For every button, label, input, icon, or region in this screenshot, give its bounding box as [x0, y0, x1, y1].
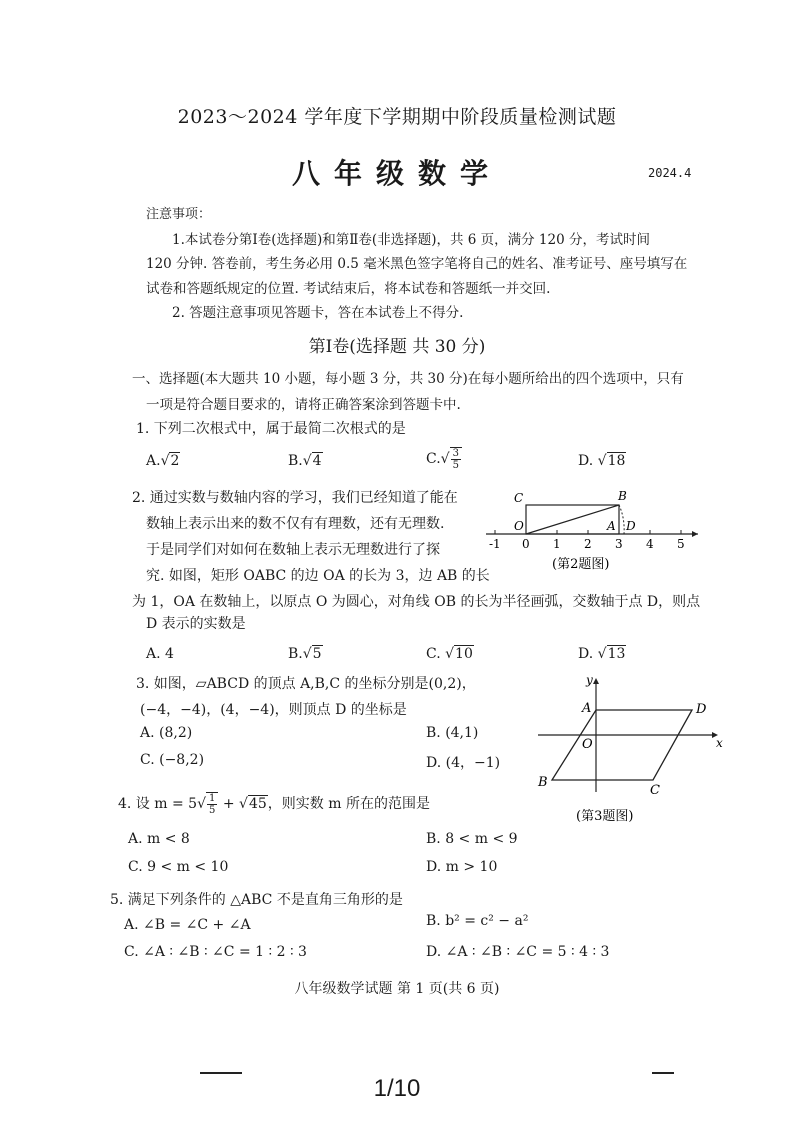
- q3-label-x: x: [716, 736, 723, 750]
- q3-label-d: D: [696, 702, 707, 717]
- q4-option-c: C. 9 < m < 10: [128, 859, 229, 875]
- q1-option-d-label: D.: [578, 453, 594, 469]
- q4-option-d: D. m > 10: [426, 859, 498, 875]
- q1-option-c: C.√ $\frac{3}{5}$: [426, 447, 462, 471]
- page-footer: 八年级数学试题 第 1 页(共 6 页): [294, 981, 500, 997]
- q4-option-b: B. 8 < m < 9: [426, 831, 518, 847]
- q2-option-b-radicand: 5: [312, 646, 322, 662]
- q4-option-a: A. m < 8: [128, 831, 190, 847]
- notes-item1-line3: 试卷和答题纸规定的位置. 考试结束后，将本试卷和答题纸一并交回.: [146, 281, 551, 297]
- q2-tick-label: -1: [489, 537, 501, 551]
- q2-option-d: D. √13: [578, 646, 626, 662]
- q4-radicand: 45: [248, 796, 267, 812]
- q4-fraction: [206, 792, 218, 816]
- q5-option-a: A. ∠B = ∠C + ∠A: [124, 917, 251, 933]
- q2-axis-arrow: [692, 531, 698, 537]
- q3-option-c: C. (−8,2): [140, 752, 205, 768]
- q1-option-d-radicand: 18: [607, 453, 626, 469]
- q3-label-y: y: [586, 673, 593, 687]
- q1-option-a: A.√2: [146, 453, 180, 469]
- q1-option-b-radicand: 4: [312, 453, 322, 469]
- q1-option-a-label: A.: [146, 453, 161, 469]
- q2-label-o: O: [514, 519, 524, 533]
- q1-option-a-radicand: 2: [170, 453, 180, 469]
- part1-title: 第Ⅰ卷(选择题 共 30 分): [308, 337, 486, 357]
- q2-option-c-label: C.: [426, 646, 441, 662]
- q5-option-d: D. ∠A ∶ ∠B ∶ ∠C = 5 ∶ 4 ∶ 3: [426, 944, 610, 960]
- q2-label-c: C: [514, 491, 524, 505]
- q3-option-d: D. (4，−1): [426, 755, 501, 771]
- q2-tick-label: 3: [615, 537, 623, 551]
- q2-tick-label: 4: [646, 537, 654, 551]
- scan-mark-left: [200, 1072, 242, 1074]
- q3-label-b: B: [538, 775, 548, 790]
- q2-number-line-figure: [480, 484, 710, 590]
- q4-numerator: 1: [209, 793, 216, 804]
- q2-option-a: A. 4: [146, 646, 174, 662]
- q2-option-b-label: B.: [288, 646, 303, 662]
- q3-figure-caption: (第3题图): [576, 809, 634, 824]
- q3-line2: (−4，−4)，(4，−4)，则顶点 D 的坐标是: [140, 702, 407, 718]
- notes-item1-line2: 120 分钟. 答卷前，考生务必用 0.5 毫米黑色签字笔将自己的姓名、准考证号、座号填写在: [146, 256, 688, 272]
- q2-tick-label: 2: [584, 537, 592, 551]
- q5-option-c: C. ∠A ∶ ∠B ∶ ∠C = 1 ∶ 2 ∶ 3: [124, 944, 307, 960]
- page-indicator: 1/10: [373, 1075, 421, 1102]
- q1-option-c-numerator: 3: [452, 448, 459, 459]
- q3-parallelogram-abcd: [552, 710, 692, 780]
- q3-parallelogram-figure: [530, 672, 730, 830]
- q2-line1: 2. 通过实数与数轴内容的学习，我们已经知道了能在: [132, 490, 458, 506]
- q2-label-a: A: [607, 519, 616, 533]
- exam-title: 2023～2024 学年度下学期期中阶段质量检测试题: [177, 106, 617, 128]
- q1-option-b-label: B.: [288, 453, 303, 469]
- q3-option-a: A. (8,2): [140, 725, 193, 741]
- part1-instructions-line2: 一项是符合题目要求的，请将正确答案涂到答题卡中.: [146, 397, 461, 413]
- q2-label-b: B: [618, 489, 627, 503]
- q2-line3: 于是同学们对如何在数轴上表示无理数进行了探: [146, 542, 440, 558]
- q1-option-b: B.√4: [288, 453, 322, 469]
- q3-label-o: O: [582, 737, 593, 752]
- q2-label-d: D: [626, 519, 636, 533]
- q1-option-d: D. √18: [578, 453, 626, 469]
- q2-line5: 为 1，OA 在数轴上，以原点 O 为圆心，对角线 OB 的长为半径画弧，交数轴于点 D，则点: [132, 594, 701, 610]
- q4-stem-suffix: ，则实数 m 所在的范围是: [267, 796, 430, 812]
- q4-stem-prefix: 4. 设 m = 5: [118, 796, 198, 812]
- q1-option-c-label: C.: [426, 451, 441, 467]
- q3-line1: 3. 如图，▱ABCD 的顶点 A,B,C 的坐标分别是(0,2)，: [136, 676, 476, 692]
- q2-option-c-radicand: 10: [455, 646, 473, 662]
- q3-y-axis-arrow: [593, 678, 599, 684]
- q2-tick-label: 0: [522, 537, 530, 551]
- q2-option-b: B.√5: [288, 646, 322, 662]
- q2-line6: D 表示的实数是: [146, 616, 246, 632]
- exam-date: 2024.4: [648, 166, 692, 180]
- q2-figure-caption: (第2题图): [552, 557, 610, 572]
- notes-item1-line1: 1.本试卷分第Ⅰ卷(选择题)和第Ⅱ卷(非选择题)，共 6 页，满分 120 分，考试时间: [172, 232, 650, 248]
- scan-mark-right: [652, 1072, 674, 1074]
- part1-instructions-line1: 一、选择题(本大题共 10 小题，每小题 3 分，共 30 分)在每小题所给出的四个选项中，只有: [132, 371, 684, 387]
- q5-option-b: B. b² = c² − a²: [426, 913, 529, 929]
- notes-heading: 注意事项：: [146, 207, 212, 222]
- q2-tick-label: 1: [553, 537, 561, 551]
- q3-label-c: C: [650, 783, 660, 798]
- q4-denominator: 5: [209, 805, 216, 816]
- notes-item2: 2. 答题注意事项见答题卡，答在本试卷上不得分.: [172, 305, 464, 321]
- subject-title: 八年级数学: [291, 157, 502, 190]
- q2-arc: [619, 505, 624, 534]
- q2-option-c: C. √10: [426, 646, 473, 662]
- q2-tick-label: 5: [677, 537, 685, 551]
- q2-diagonal-ob: [526, 505, 619, 534]
- q1-option-c-denominator: 5: [452, 460, 459, 471]
- q2-option-d-radicand: 13: [607, 646, 626, 662]
- q2-line2: 数轴上表示出来的数不仅有有理数，还有无理数.: [146, 516, 445, 532]
- q1-option-c-fraction: [450, 447, 462, 471]
- q3-label-a: A: [582, 701, 592, 716]
- q5-stem: 5. 满足下列条件的 △ABC 不是直角三角形的是: [110, 892, 403, 908]
- q4-stem: 4. 设 m = 5√ $\frac{1}{5}$ + √45，则实数 m 所在的范围是: [118, 793, 430, 816]
- q2-option-d-label: D.: [578, 646, 594, 662]
- q4-stem-plus: +: [218, 796, 240, 812]
- q3-option-b: B. (4,1): [426, 725, 479, 741]
- q1-stem: 1. 下列二次根式中，属于最简二次根式的是: [136, 421, 406, 437]
- q2-line4: 究. 如图，矩形 OABC 的边 OA 的长为 3，边 AB 的长: [146, 568, 490, 584]
